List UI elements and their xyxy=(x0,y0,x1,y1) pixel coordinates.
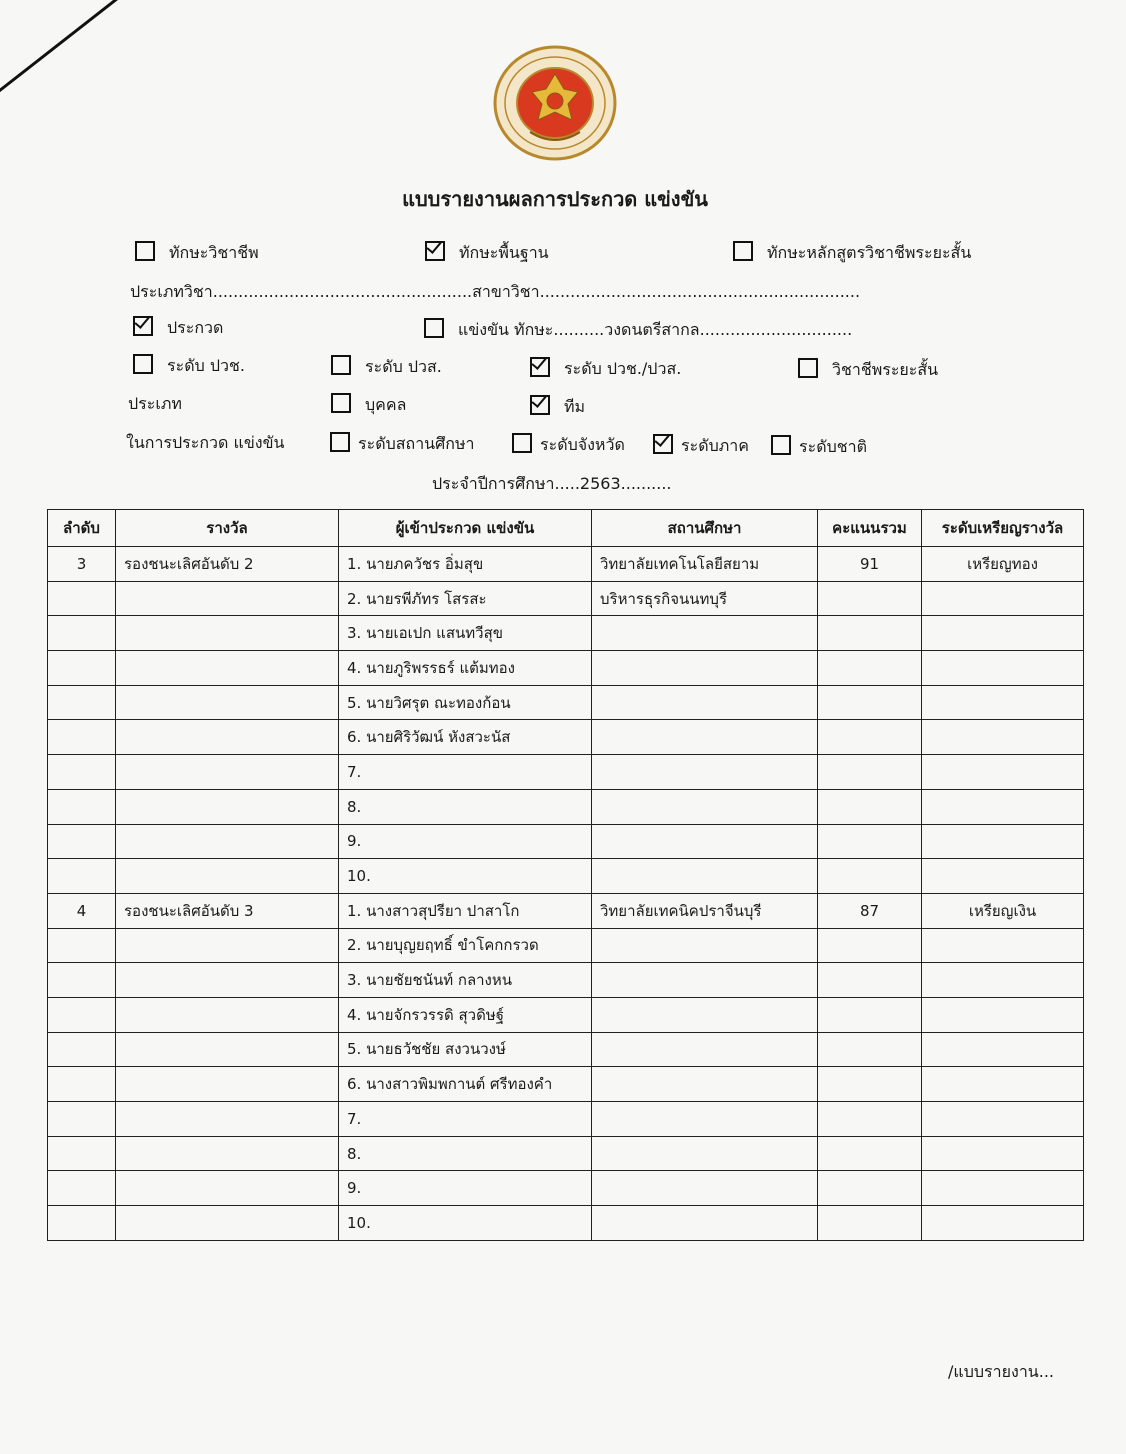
skill-option-short-course[interactable]: ทักษะหลักสูตรวิชาชีพระยะสั้น xyxy=(733,241,971,266)
cell-total-score xyxy=(818,859,922,894)
column-header-total-score: คะแนนรวม xyxy=(818,510,922,547)
cell-institution: บริหารธุรกิจนนทบุรี xyxy=(592,581,818,616)
cell-rank xyxy=(48,755,116,790)
cell-award xyxy=(116,928,339,963)
cell-institution xyxy=(592,685,818,720)
scope-label: ในการประกวด แข่งขัน xyxy=(126,433,285,452)
cell-total-score xyxy=(818,928,922,963)
cell-award xyxy=(116,1171,339,1206)
cell-total-score: 91 xyxy=(818,547,922,582)
cell-award xyxy=(116,824,339,859)
cell-medal-level xyxy=(922,997,1084,1032)
cell-competitor: 9. xyxy=(339,824,592,859)
checkbox-icon[interactable] xyxy=(424,318,444,338)
cell-rank xyxy=(48,685,116,720)
cell-rank xyxy=(48,997,116,1032)
cell-total-score xyxy=(818,616,922,651)
cell-total-score xyxy=(818,963,922,998)
cell-institution xyxy=(592,997,818,1032)
cell-total-score xyxy=(818,1102,922,1137)
cell-institution xyxy=(592,720,818,755)
checkbox-checked-icon[interactable] xyxy=(653,434,673,454)
checkbox-icon[interactable] xyxy=(135,241,155,261)
cell-award xyxy=(116,581,339,616)
cell-competitor: 2. นายบุญยฤทธิ์ ขำโคกกรวด xyxy=(339,928,592,963)
table-row xyxy=(48,997,1084,1032)
type-option-team[interactable]: ทีม xyxy=(530,395,585,420)
subject-type-field: ประเภทวิชา...................................................สาขาวิชา............................................................... xyxy=(130,282,861,301)
table-row xyxy=(48,616,1084,651)
checkbox-checked-icon[interactable] xyxy=(133,316,153,336)
table-row xyxy=(48,893,1084,928)
cell-institution xyxy=(592,651,818,686)
column-header-competitors: ผู้เข้าประกวด แข่งขัน xyxy=(339,510,592,547)
cell-medal-level xyxy=(922,928,1084,963)
column-header-rank: ลำดับ xyxy=(48,510,116,547)
table-row xyxy=(48,824,1084,859)
cell-medal-level xyxy=(922,1067,1084,1102)
cell-award xyxy=(116,685,339,720)
cell-award xyxy=(116,997,339,1032)
table-row xyxy=(48,1206,1084,1241)
cell-medal-level: เหรียญเงิน xyxy=(922,893,1084,928)
skill-option-basic[interactable]: ทักษะพื้นฐาน xyxy=(425,241,549,266)
cell-competitor: 9. xyxy=(339,1171,592,1206)
cell-rank xyxy=(48,651,116,686)
cell-award xyxy=(116,651,339,686)
cell-rank xyxy=(48,928,116,963)
cell-total-score xyxy=(818,1206,922,1241)
cell-institution xyxy=(592,1102,818,1137)
cell-medal-level xyxy=(922,824,1084,859)
table-row xyxy=(48,1136,1084,1171)
cell-total-score xyxy=(818,1171,922,1206)
cell-competitor: 7. xyxy=(339,755,592,790)
document-title: แบบรายงานผลการประกวด แข่งขัน xyxy=(402,187,708,211)
cell-award xyxy=(116,859,339,894)
checkbox-icon[interactable] xyxy=(331,393,351,413)
cell-rank: 3 xyxy=(48,547,116,582)
column-header-award: รางวัล xyxy=(116,510,339,547)
type-option-individual[interactable]: บุคคล xyxy=(331,393,406,418)
skill-option-vocational[interactable]: ทักษะวิชาชีพ xyxy=(135,241,259,266)
cell-medal-level xyxy=(922,651,1084,686)
cell-competitor: 6. นายศิริวัฒน์ หังสวะนัส xyxy=(339,720,592,755)
cell-total-score xyxy=(818,1136,922,1171)
table-row xyxy=(48,928,1084,963)
cell-competitor: 10. xyxy=(339,1206,592,1241)
cell-total-score: 87 xyxy=(818,893,922,928)
checkbox-icon[interactable] xyxy=(133,354,153,374)
level-option-pvc-pvs[interactable]: ระดับ ปวช./ปวส. xyxy=(530,357,681,382)
level-option-pvc[interactable]: ระดับ ปวช. xyxy=(133,354,245,379)
cell-competitor: 8. xyxy=(339,1136,592,1171)
cell-medal-level xyxy=(922,1171,1084,1206)
cell-total-score xyxy=(818,997,922,1032)
table-row xyxy=(48,720,1084,755)
cell-award xyxy=(116,720,339,755)
checkbox-icon[interactable] xyxy=(330,432,350,452)
cell-award xyxy=(116,755,339,790)
contest-option-pageant[interactable]: ประกวด xyxy=(133,316,223,341)
cell-rank xyxy=(48,789,116,824)
cell-institution: วิทยาลัยเทคนิคปราจีนบุรี xyxy=(592,893,818,928)
cell-competitor: 3. นายชัยชนันท์ กลางหน xyxy=(339,963,592,998)
cell-institution xyxy=(592,824,818,859)
checkbox-checked-icon[interactable] xyxy=(530,395,550,415)
cell-competitor: 10. xyxy=(339,859,592,894)
checkbox-icon[interactable] xyxy=(771,435,791,455)
cell-total-score xyxy=(818,1032,922,1067)
cell-institution xyxy=(592,1032,818,1067)
cell-award: รองชนะเลิศอันดับ 2 xyxy=(116,547,339,582)
cell-medal-level xyxy=(922,755,1084,790)
cell-rank xyxy=(48,720,116,755)
cell-medal-level xyxy=(922,685,1084,720)
level-option-pvs[interactable]: ระดับ ปวส. xyxy=(331,355,442,380)
association-seal-logo xyxy=(492,44,618,162)
cell-total-score xyxy=(818,755,922,790)
table-row xyxy=(48,685,1084,720)
page-edge-shadow-line xyxy=(0,0,229,123)
table-row xyxy=(48,755,1084,790)
table-row xyxy=(48,859,1084,894)
cell-rank xyxy=(48,1102,116,1137)
cell-medal-level xyxy=(922,859,1084,894)
cell-total-score xyxy=(818,824,922,859)
cell-rank: 4 xyxy=(48,893,116,928)
cell-award xyxy=(116,1206,339,1241)
cell-competitor: 5. นายธวัชชัย สงวนวงษ์ xyxy=(339,1032,592,1067)
cell-medal-level xyxy=(922,720,1084,755)
cell-competitor: 6. นางสาวพิมพกานต์ ศรีทองคำ xyxy=(339,1067,592,1102)
cell-competitor: 4. นายภูริพรรธร์ แต้มทอง xyxy=(339,651,592,686)
table-row xyxy=(48,789,1084,824)
cell-total-score xyxy=(818,1067,922,1102)
table-row xyxy=(48,1032,1084,1067)
cell-award: รองชนะเลิศอันดับ 3 xyxy=(116,893,339,928)
page-footer-continuation: /แบบรายงาน... xyxy=(948,1362,1054,1381)
table-row xyxy=(48,1171,1084,1206)
cell-medal-level xyxy=(922,963,1084,998)
table-row xyxy=(48,1102,1084,1137)
cell-award xyxy=(116,789,339,824)
cell-competitor: 1. นายภควัชร อิ่มสุข xyxy=(339,547,592,582)
cell-medal-level: เหรียญทอง xyxy=(922,547,1084,582)
cell-competitor: 1. นางสาวสุปรียา ปาสาโก xyxy=(339,893,592,928)
cell-medal-level xyxy=(922,581,1084,616)
cell-medal-level xyxy=(922,616,1084,651)
cell-institution xyxy=(592,789,818,824)
scope-option-institution[interactable]: ระดับสถานศึกษา xyxy=(330,432,474,457)
cell-institution: วิทยาลัยเทคโนโลยีสยาม xyxy=(592,547,818,582)
cell-rank xyxy=(48,1206,116,1241)
cell-rank xyxy=(48,1067,116,1102)
cell-rank xyxy=(48,859,116,894)
cell-institution xyxy=(592,1171,818,1206)
table-header-row xyxy=(48,510,1084,547)
cell-medal-level xyxy=(922,789,1084,824)
cell-total-score xyxy=(818,581,922,616)
table-row xyxy=(48,963,1084,998)
contest-option-competition[interactable]: แข่งขัน ทักษะ..........วงดนตรีสากล.............................. xyxy=(424,318,852,343)
scope-option-national[interactable]: ระดับชาติ xyxy=(771,435,867,460)
type-label: ประเภท xyxy=(128,394,182,413)
cell-competitor: 4. นายจักรวรรดิ สุวดิษฐ์ xyxy=(339,997,592,1032)
cell-institution xyxy=(592,616,818,651)
cell-rank xyxy=(48,616,116,651)
table-row xyxy=(48,1067,1084,1102)
level-option-short-course[interactable]: วิชาชีพระยะสั้น xyxy=(798,358,938,383)
cell-medal-level xyxy=(922,1102,1084,1137)
scope-option-region[interactable]: ระดับภาค xyxy=(653,434,749,459)
column-header-medal-level: ระดับเหรียญรางวัล xyxy=(922,510,1084,547)
cell-rank xyxy=(48,1171,116,1206)
table-row xyxy=(48,651,1084,686)
checkbox-checked-icon[interactable] xyxy=(530,357,550,377)
cell-institution xyxy=(592,1067,818,1102)
cell-medal-level xyxy=(922,1206,1084,1241)
checkbox-icon[interactable] xyxy=(798,358,818,378)
cell-award xyxy=(116,1067,339,1102)
cell-rank xyxy=(48,1032,116,1067)
cell-institution xyxy=(592,859,818,894)
scope-option-province[interactable]: ระดับจังหวัด xyxy=(512,433,625,458)
cell-competitor: 2. นายรพีภัทร โสรสะ xyxy=(339,581,592,616)
cell-institution xyxy=(592,928,818,963)
checkbox-icon[interactable] xyxy=(331,355,351,375)
results-table-body xyxy=(48,547,1084,1241)
cell-medal-level xyxy=(922,1032,1084,1067)
checkbox-icon[interactable] xyxy=(512,433,532,453)
cell-competitor: 5. นายวิศรุต ณะทองก้อน xyxy=(339,685,592,720)
column-header-institution: สถานศึกษา xyxy=(592,510,818,547)
cell-total-score xyxy=(818,651,922,686)
cell-award xyxy=(116,963,339,998)
cell-award xyxy=(116,616,339,651)
cell-rank xyxy=(48,824,116,859)
cell-competitor: 7. xyxy=(339,1102,592,1137)
academic-year: ประจำปีการศึกษา.....2563.......... xyxy=(432,474,672,493)
cell-rank xyxy=(48,581,116,616)
cell-institution xyxy=(592,755,818,790)
cell-rank xyxy=(48,963,116,998)
cell-total-score xyxy=(818,720,922,755)
cell-total-score xyxy=(818,685,922,720)
cell-medal-level xyxy=(922,1136,1084,1171)
cell-award xyxy=(116,1102,339,1137)
checkbox-checked-icon[interactable] xyxy=(425,241,445,261)
results-table xyxy=(47,509,1084,1241)
cell-award xyxy=(116,1136,339,1171)
cell-competitor: 3. นายเอเปก แสนทวีสุข xyxy=(339,616,592,651)
table-row xyxy=(48,581,1084,616)
cell-total-score xyxy=(818,789,922,824)
cell-rank xyxy=(48,1136,116,1171)
cell-competitor: 8. xyxy=(339,789,592,824)
cell-institution xyxy=(592,1206,818,1241)
table-row xyxy=(48,547,1084,582)
cell-institution xyxy=(592,963,818,998)
cell-institution xyxy=(592,1136,818,1171)
cell-award xyxy=(116,1032,339,1067)
checkbox-icon[interactable] xyxy=(733,241,753,261)
